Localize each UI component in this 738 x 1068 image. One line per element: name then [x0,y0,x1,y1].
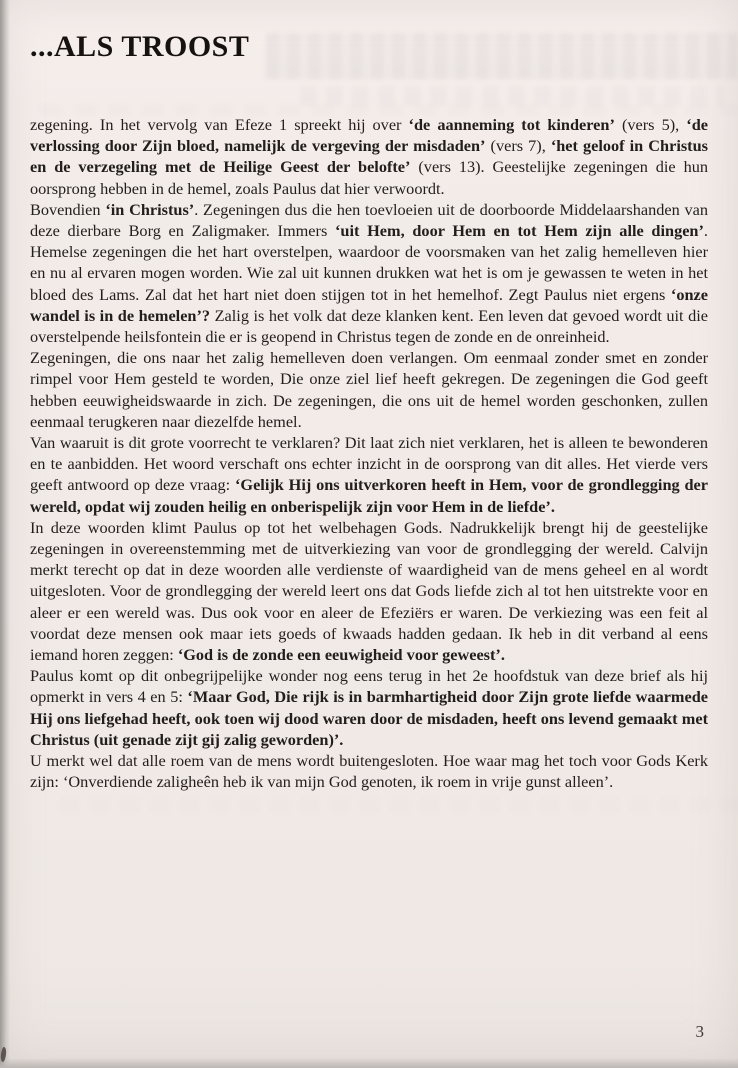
text-run: U merkt wel dat alle roem van de mens wordt buitengesloten. Hoe waar mag het toch voor Gods Kerk zijn: ‘Onverdiende zaligheên heb ik van mijn God genoten, ik roem in vrije gunst alleen’. [30,751,708,792]
text-run: zegening. In het vervolg van Efeze 1 spreekt hij over [30,115,409,134]
text-run: . Zegeningen dus die hen toevloeien uit de doorboorde Middelaarshanden van deze dierbare Borg en Zaligmaker. Immers [30,199,708,241]
page-title: ...ALS TROOST [30,30,250,63]
text-run: Paulus komt op dit onbegrijpelijke wonder nog eens terug in het 2e hoofdstuk van deze brief als hij opmerkt in vers 4 en 5: [30,666,708,707]
paragraph [30,750,708,792]
paragraph [30,665,708,750]
text-run: ‘de aanneming tot kinderen’ [408,115,615,134]
text-run: ‘uit Hem, door Hem en tot Hem zijn alle dingen’ [335,221,704,241]
text-run: In deze woorden klimt Paulus op tot het welbehagen Gods. Nadrukkelijk brengt hij de geestelijke zegeningen in overeenstemming met de uitverkiezing van voor de grondlegging der wereld. Calvijn merkt terecht op dat in deze woorden alle verdienste of waardigheid van de mens geheel en al wordt uitgesloten. Voor de grondlegging der wereld leert ons dat Gods liefde zich al tot hen uitstrekte voor en aleer er een wereld was. Dus ook voor en aleer de Efeziërs er waren. De verkiezing was een feit al voordat deze mensen ook maar iets goeds of kwaads hadden gedaan. Ik heb in dit verband al eens iemand horen zeggen: [30,517,708,665]
scan-bottom-edge [0,1058,738,1068]
bleedthrough-ghost-band [60,798,738,812]
paragraph [30,517,708,665]
paragraph [30,114,708,199]
text-run: ‘in Christus’ [105,199,195,219]
text-run: Zegeningen, die ons naar het zalig hemelleven doen verlangen. Om eenmaal zonder smet en zonder rimpel voor Hem gesteld te worden, Die onze ziel lief heeft gekregen. De zegeningen die God geeft hebben eeuwigheidswaarde in zich. De zegeningen, die ons uit de hemel worden geschonken, zullen eenmaal terugkeren naar diezelfde hemel. [30,348,708,431]
text-run: (vers 13). Geestelijke zegeningen die hun oorsprong hebben in de hemel, zoals Paulus dat hier verwoordt. [30,157,708,198]
paragraph [30,432,708,517]
article-body [30,114,708,793]
text-run: ‘Gelijk Hij ons uitverkoren heeft in Hem, voor de grondlegging der wereld, opdat wij zouden heilig en onberispelijk zijn voor Hem in de liefde’. [30,475,708,516]
text-run: Zalig is het volk dat deze klanken kent. Een leven dat gevoed wordt uit die overstelpende heilsfontein die er is geopend in Christus tegen de zonde en de onreinheid. [30,305,709,347]
text-run: ‘Maar God, Die rijk is in barmhartigheid door Zijn grote liefde waarmede Hij ons liefgehad heeft, ook toen wij dood waren door de misdaden, heeft ons levend gemaakt met Christus (uit genade zijt gij zalig geworden)’. [30,687,709,749]
text-run: (vers 5), [614,115,687,134]
scan-left-edge [0,0,10,1068]
text-run: Bovendien [30,199,106,219]
text-run: ‘onze wandel is in de hemelen’? [30,284,708,325]
paragraph [30,347,708,432]
text-run: ‘God is de zonde een eeuwigheid voor geweest’. [177,645,505,665]
text-run: Van waaruit is dit grote voorrecht te verklaren? Dit laat zich niet verklaren, het is alleen te bewonderen en te aanbidden. Het woord verschaft ons echter inzicht in de oorsprong van dit alles. Het vierde vers geeft antwoord op deze vraag: [30,433,708,495]
text-run: . Hemelse zegeningen die het hart overstelpen, waardoor de voorsmaken van het zalig hemelleven hier en nu al ervaren mogen worden. Wie zal uit kunnen drukken wat het is om je gewassen te weten in het bloed des Lams. Zal dat het hart niet doen stijgen tot in het hemelhof. Zegt Paulus niet ergens [30,221,708,304]
text-run: (vers 7), [485,136,551,156]
text-run: ‘het geloof in Christus en de verzegeling met de Heilige Geest der belofte’ [30,136,708,177]
text-run: ‘de verlossing door Zijn bloed, namelijk de vergeving der misdaden’ [30,115,708,156]
paragraph [30,199,708,347]
page-number: 3 [695,1022,704,1041]
